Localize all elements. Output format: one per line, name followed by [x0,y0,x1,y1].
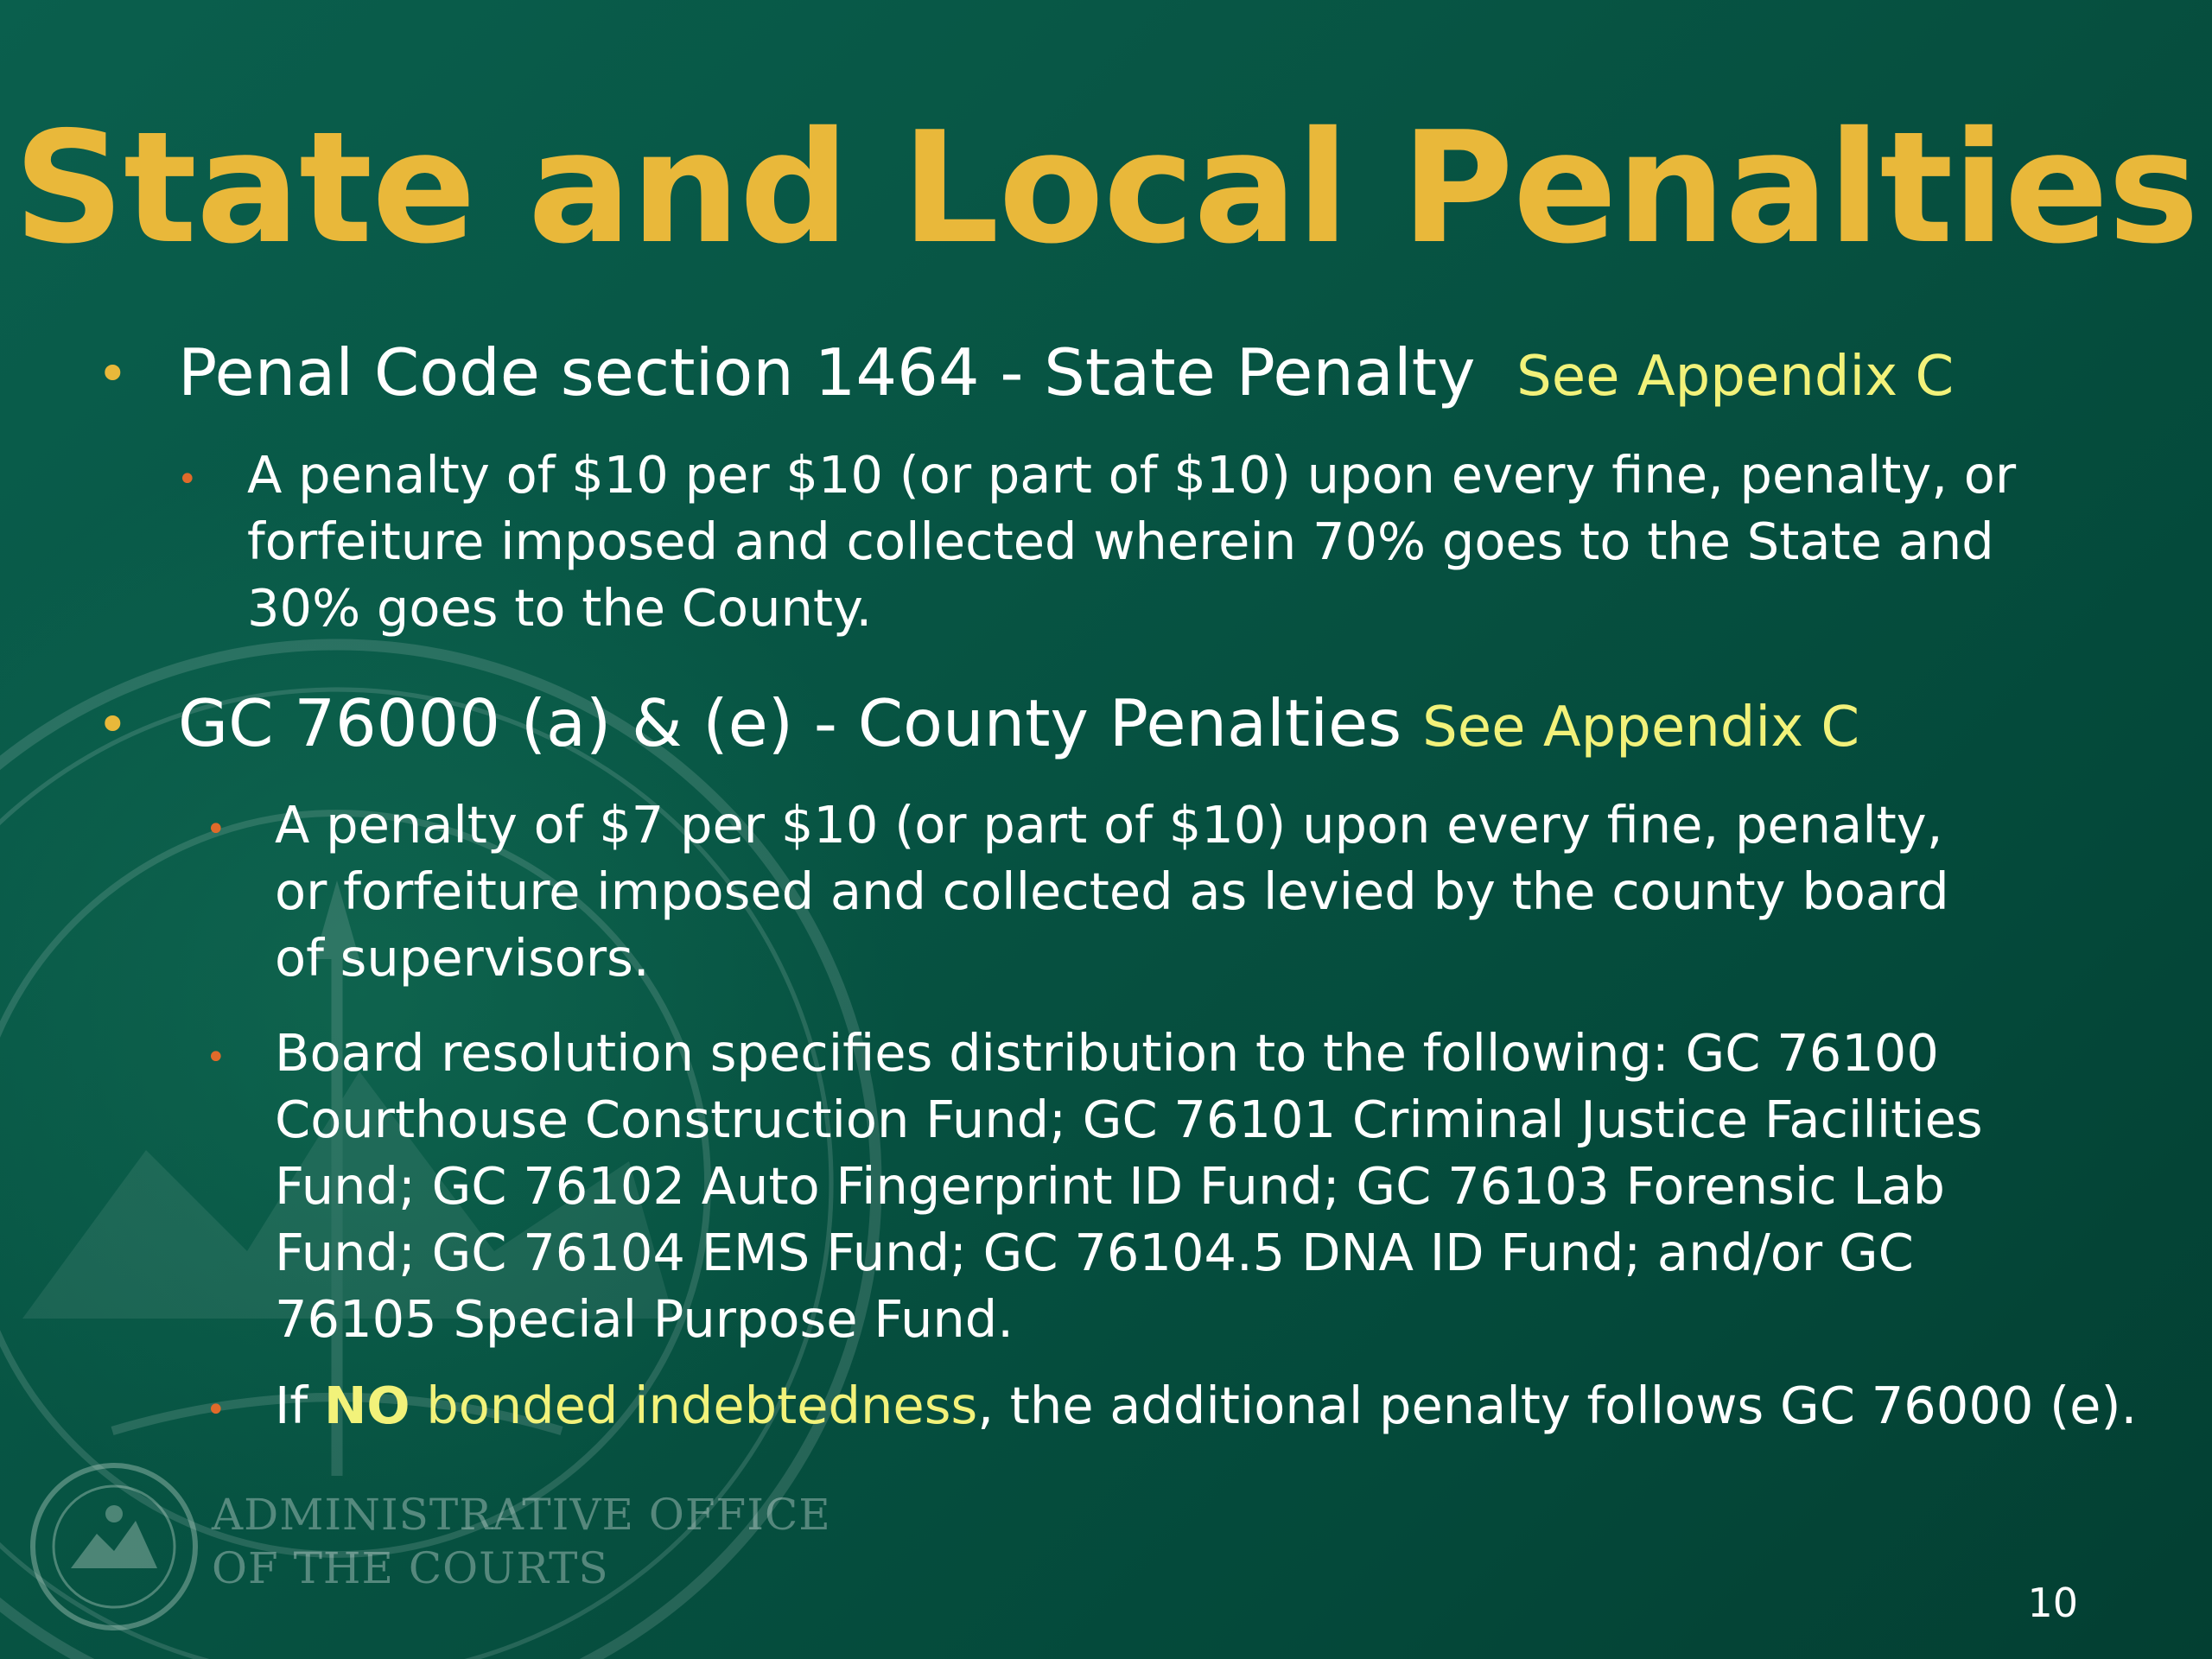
appendix-reference: See Appendix C [1422,696,1860,760]
organization-name-line1: ADMINISTRATIVE OFFICE [212,1490,831,1540]
point-highlight: bonded indebtedness [410,1376,978,1435]
sub-bullet-icon: • [206,1038,226,1077]
section-point: Board resolution specifies distribution to the following: GC 76100 Courthouse Construction Fund; GC 76101 Criminal Justice Facilities Fund; GC 76102 Auto Fingerprint ID Fund; GC 76103 Forensic Lab Fund; GC 76104 EMS Fund; GC 76104.5 DNA ID Fund; and/or GC 76105 Special Purpose Fund. [275,1023,1983,1349]
section-heading [178,334,1954,416]
sub-bullet-icon: • [206,810,226,849]
point-suffix: , the additional penalty follows GC 76000 (e). [977,1376,2138,1435]
sub-bullet-icon: • [177,460,198,499]
bullet-icon: • [97,693,129,756]
section-heading-text: GC 76000 (a) & (e) - County Penalties [178,685,1402,761]
slide-title: State and Local Penalties [13,99,2199,277]
point-prefix: If [275,1376,324,1435]
organization-name [212,1488,831,1595]
sub-bullet-icon: • [206,1390,226,1430]
appendix-reference: See Appendix C [1516,345,1955,409]
point-emphasis: NO [323,1376,410,1435]
section-point: A penalty of $10 per $10 (or part of $10) upon every fine, penalty, or forfeiture imposed and collected wherein 70% goes to the State and 30% goes to the County. [247,445,2017,638]
page-number: 10 [2027,1580,2078,1626]
section-heading-text: Penal Code section 1464 - State Penalty [178,334,1476,410]
judicial-council-seal-icon [28,1460,200,1633]
bullet-icon: • [97,342,129,405]
section-point: A penalty of $7 per $10 (or part of $10) upon every fine, penalty, or forfeiture imposed and collected as levied by the county board of supervisors. [275,795,1949,988]
section-point [275,1372,2138,1439]
organization-name-line2: OF THE COURTS [212,1543,609,1593]
section-heading [178,684,1859,766]
